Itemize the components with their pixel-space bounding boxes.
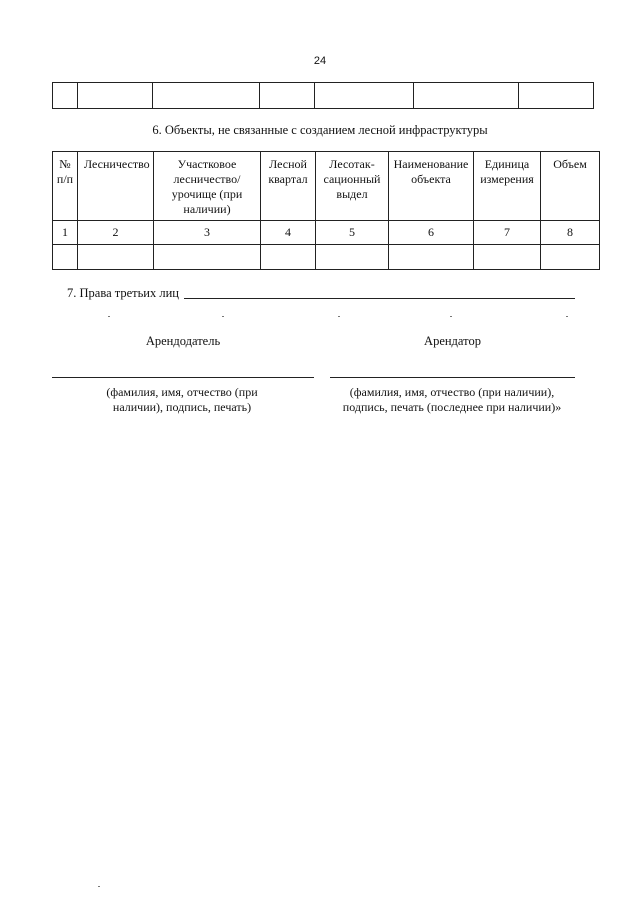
scan-speck	[222, 316, 224, 317]
table-row	[53, 83, 594, 109]
lessee-caption: (фамилия, имя, отчество (при наличии), подпись, печать (последнее при наличии)»	[342, 385, 562, 414]
table-row-empty	[53, 245, 600, 270]
table-cell	[78, 245, 154, 270]
table-cell	[78, 83, 153, 109]
scan-speck	[450, 316, 452, 317]
table-header-row	[53, 152, 600, 221]
section-7-label: 7. Права третьих лиц	[67, 286, 179, 300]
column-number: 2	[78, 221, 154, 245]
page-number: 24	[313, 55, 327, 67]
table-cell	[153, 83, 260, 109]
table-cell	[53, 245, 78, 270]
column-number: 3	[154, 221, 261, 245]
table-cell	[261, 245, 316, 270]
header-forestry: Лесничество	[78, 152, 154, 221]
table-cell	[541, 245, 600, 270]
lessor-title: Арендодатель	[145, 334, 221, 348]
column-number: 1	[53, 221, 78, 245]
header-number: № п/п	[53, 152, 78, 221]
scan-speck	[98, 886, 100, 887]
scan-speck	[566, 316, 568, 317]
table-cell	[414, 83, 519, 109]
column-number: 4	[261, 221, 316, 245]
table-cell	[389, 245, 474, 270]
table-row-column-numbers	[53, 221, 600, 245]
header-forest-quarter: Лесной квартал	[261, 152, 316, 221]
column-number: 7	[474, 221, 541, 245]
lessor-signature-line	[52, 377, 314, 378]
table-cell	[315, 83, 414, 109]
header-volume: Объем	[541, 152, 600, 221]
header-district-forestry: Участковое лесничество/ урочище (при наличии)	[154, 152, 261, 221]
section-6-title: 6. Объекты, не связанные с созданием лесной инфраструктуры	[152, 123, 488, 137]
table-cell	[260, 83, 315, 109]
table-cell	[53, 83, 78, 109]
column-number: 6	[389, 221, 474, 245]
column-number: 8	[541, 221, 600, 245]
table-cell	[316, 245, 389, 270]
third-party-rights-line	[184, 298, 575, 299]
header-unit: Единица измерения	[474, 152, 541, 221]
lessor-caption: (фамилия, имя, отчество (при наличии), подпись, печать)	[106, 385, 258, 414]
scan-speck	[338, 316, 340, 317]
column-number: 5	[316, 221, 389, 245]
lessee-signature-line	[330, 377, 575, 378]
objects-table	[52, 151, 600, 270]
table-cell	[154, 245, 261, 270]
scan-speck	[108, 316, 110, 317]
table-cell	[474, 245, 541, 270]
previous-table-tail	[52, 82, 594, 109]
header-taxation-unit: Лесотак-сационный выдел	[316, 152, 389, 221]
header-object-name: Наименование объекта	[389, 152, 474, 221]
lessee-title: Арендатор	[424, 334, 481, 348]
table-cell	[519, 83, 594, 109]
